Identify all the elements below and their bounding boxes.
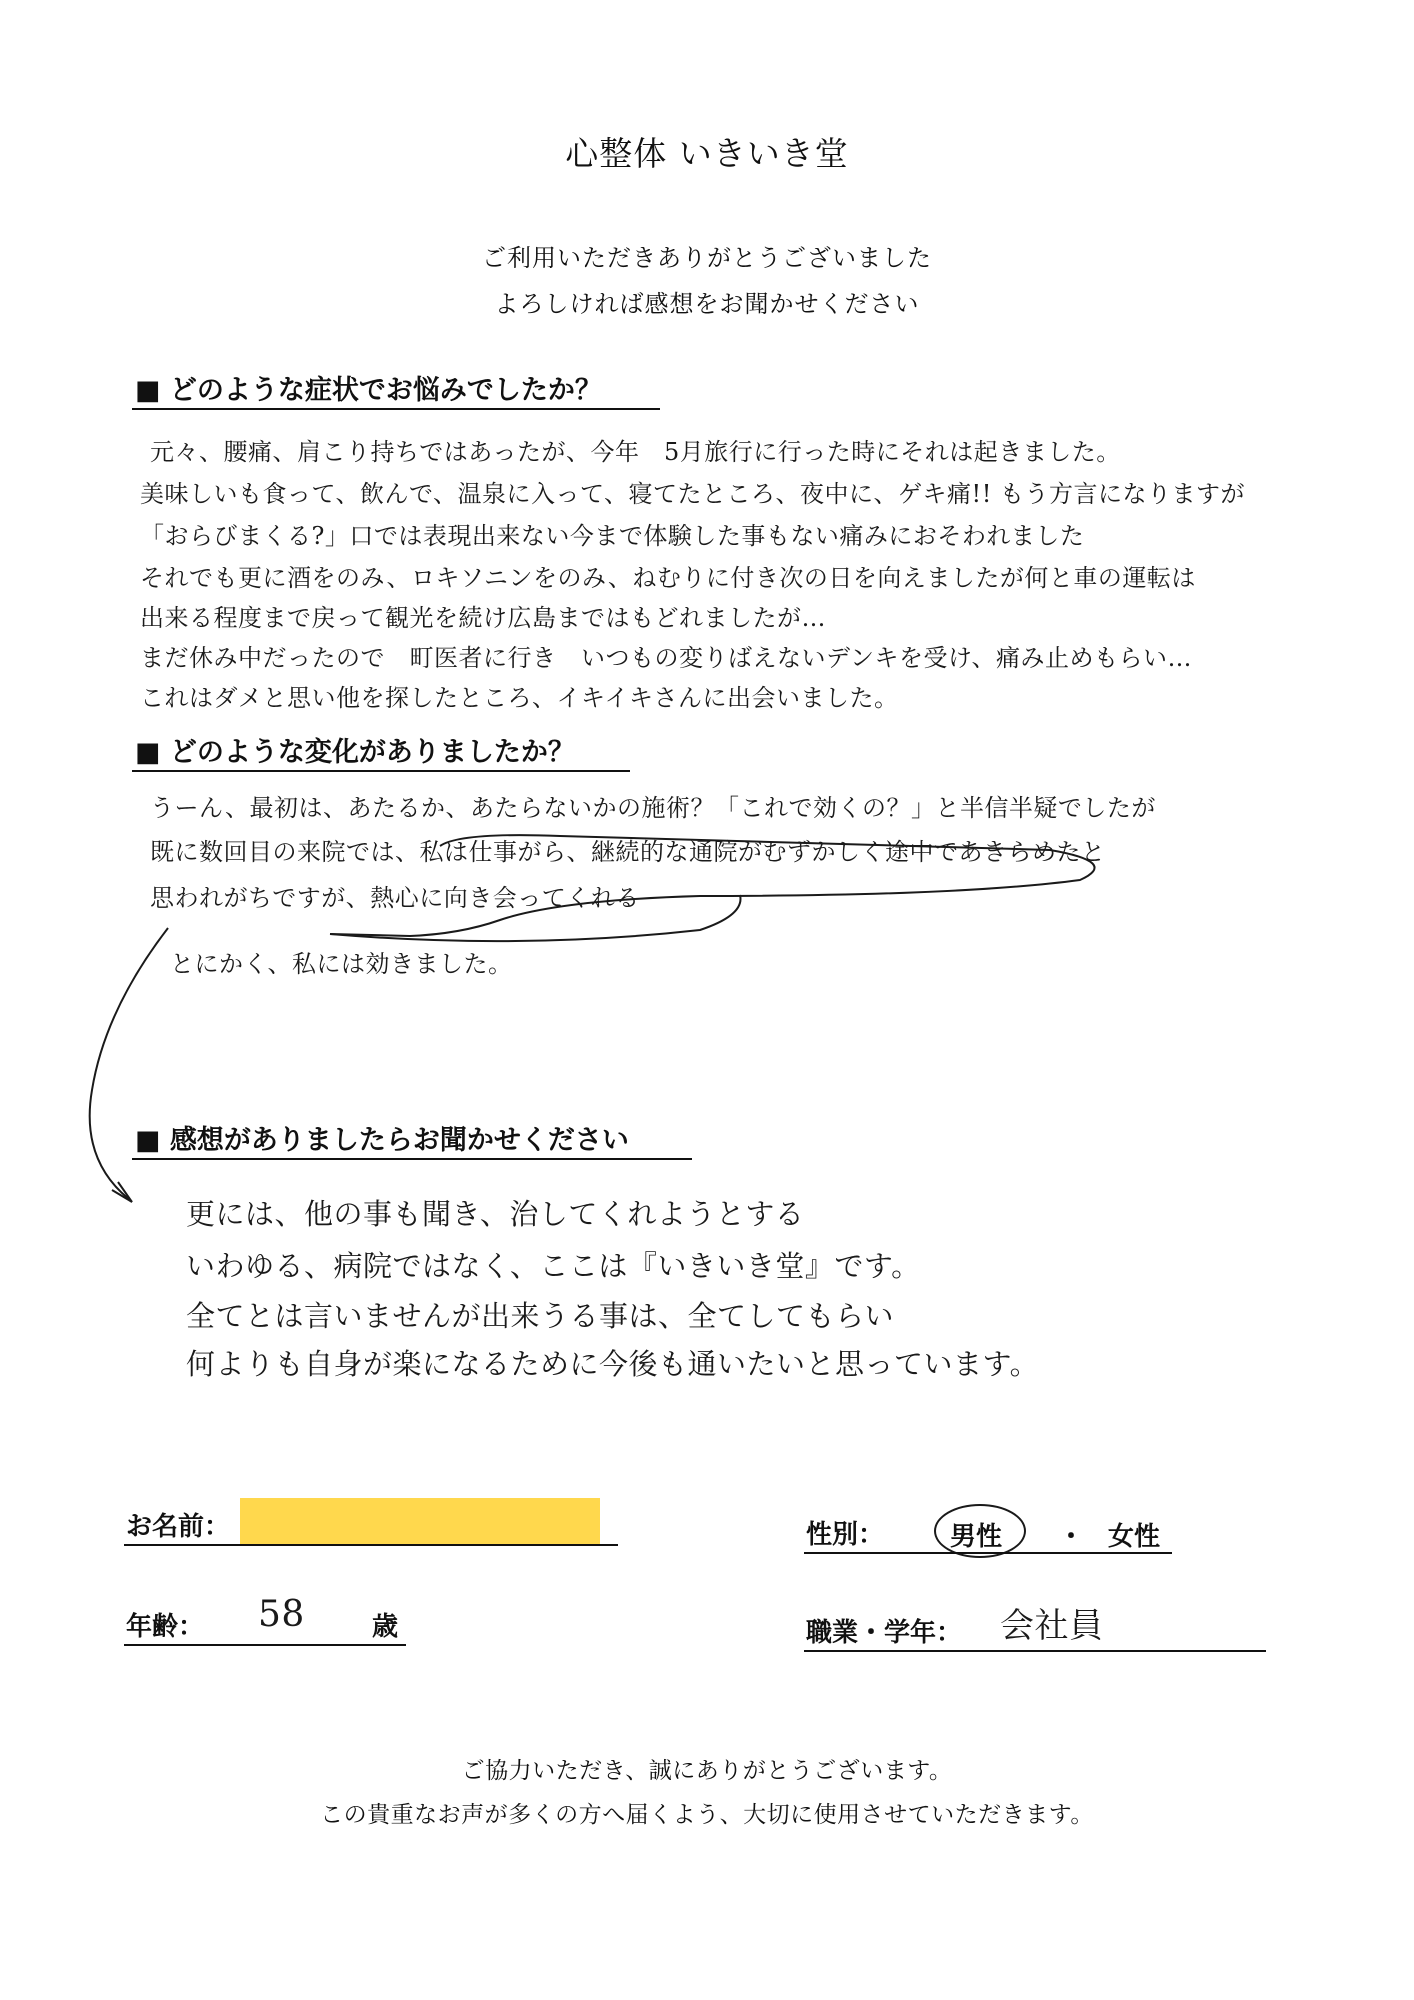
symptoms-line: これはダメと思い他を探したところ、イキイキさんに出会いました。 — [140, 684, 899, 712]
change-line: とにかく、私には効きました。 — [170, 950, 513, 978]
closing-usage-note: この貴重なお声が多くの方へ届くよう、大切に使用させていただきます。 — [320, 1802, 1094, 1828]
gender-option-male: 男性 — [950, 1522, 1003, 1552]
symptoms-line: 美味しいも食って、飲んで、温泉に入って、寝てたところ、夜中に、ゲキ痛!! もう方言になりますが — [140, 480, 1245, 508]
age-unit: 歳 — [372, 1612, 399, 1642]
gender-separator: ・ — [1058, 1522, 1085, 1552]
comments-line: 更には、他の事も聞き、治してくれようとする — [186, 1197, 805, 1231]
circled-phrase-outline — [330, 835, 1095, 936]
comments-line: 全てとは言いませんが出来うる事は、全てしてもらい — [186, 1299, 895, 1333]
occupation-label: 職業・学年： — [806, 1618, 963, 1648]
occupation-underline — [804, 1650, 1266, 1652]
gender-option-female: 女性 — [1108, 1522, 1161, 1552]
name-redaction — [240, 1498, 600, 1544]
change-line: うーん、最初は、あたるか、あたらないかの施術？「これで効くの？」と半信半疑でしたが — [150, 794, 1156, 822]
name-label: お名前： — [126, 1512, 231, 1542]
age-label: 年齢： — [126, 1612, 205, 1642]
comments-line: 何よりも自身が楽になるために今後も通いたいと思っています。 — [186, 1347, 1040, 1381]
name-underline — [124, 1544, 618, 1546]
intro-request: よろしければ感想をお聞かせください — [494, 290, 920, 318]
closing-thanks: ご協力いただき、誠にありがとうございます。 — [461, 1758, 953, 1784]
clinic-title: 心整体 いきいき堂 — [565, 134, 849, 173]
gender-underline — [804, 1552, 1172, 1554]
symptoms-line: それでも更に酒をのみ、ロキソニンをのみ、ねむりに付き次の日を向えましたが何と車の運転は — [140, 564, 1196, 592]
gender-label: 性別： — [806, 1520, 885, 1550]
gender-male-circle — [934, 1504, 1026, 1558]
symptoms-line: まだ休み中だったので 町医者に行き いつもの変りばえないデンキを受け、痛み止めもらい… — [140, 644, 1193, 672]
symptoms-line: 「おらびまくる?」口では表現出来ない今まで体験した事もない痛みにおそわれました — [140, 522, 1085, 550]
question-symptoms-heading: ■ どのような症状でお悩みでしたか？ — [135, 368, 602, 407]
age-value: 58 — [258, 1594, 305, 1635]
symptoms-line: 元々、腰痛、肩こり持ちではあったが、今年 5月旅行に行った時にそれは起きました。 — [150, 438, 1121, 466]
circled-phrase-outline-lower — [330, 895, 741, 941]
occupation-value: 会社員 — [1000, 1606, 1104, 1646]
change-line: 思われがちですが、熱心に向き会ってくれる — [150, 884, 640, 912]
question-comments-rule — [132, 1158, 692, 1160]
comments-line: いわゆる、病院ではなく、ここは『いきいき堂』です。 — [186, 1249, 921, 1283]
intro-thanks: ご利用いただきありがとうございました — [482, 244, 932, 272]
age-underline — [124, 1644, 406, 1646]
symptoms-line: 出来る程度まで戻って観光を続け広島まではもどれましたが… — [140, 604, 826, 632]
question-comments-heading: ■ 感想がありましたらお聞かせください — [135, 1118, 629, 1157]
question-change-heading: ■ どのような変化がありましたか？ — [135, 730, 575, 769]
change-line: 既に数回目の来院では、私は仕事がら、継続的な通院がむずかしく途中であきらめたと — [150, 838, 1106, 866]
